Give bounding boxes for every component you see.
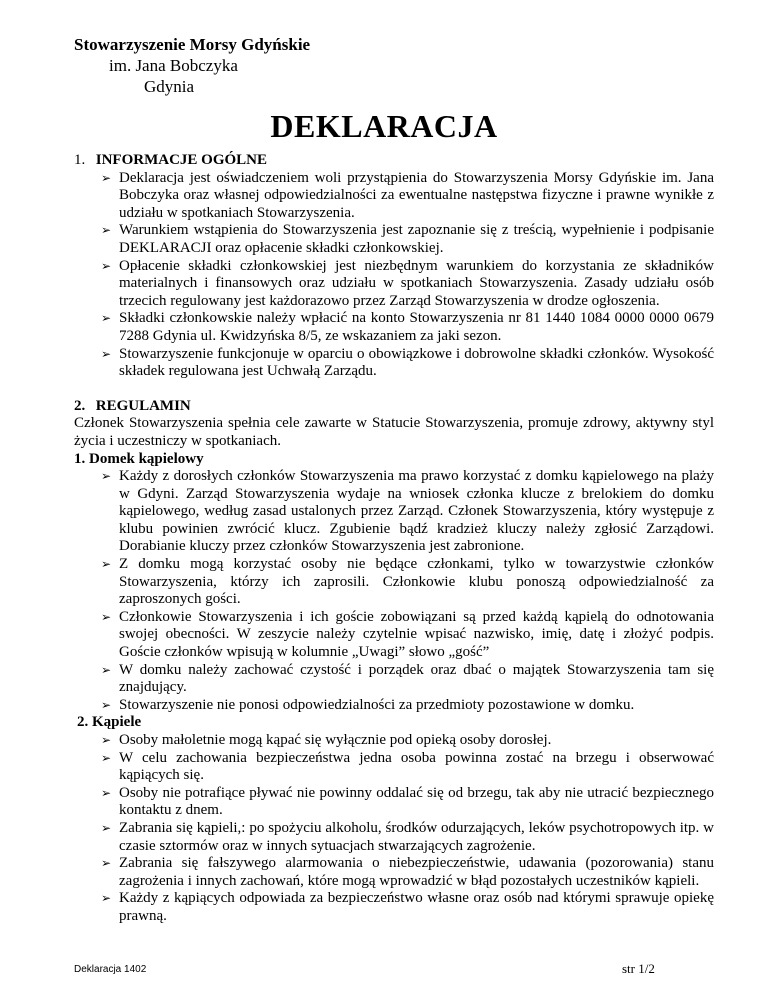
- list-item-text: Każdy z dorosłych członków Stowarzyszenia ma prawo korzystać z domku kąpielowego na plaży w Gdyni. Zarząd Stowarzyszenia wydaje na wniosek członka klucze z brelokiem do domku kąpielowego, według zasad ustalonych przez Zarząd. Członek Stowarzyszenia, który występuje z klubu powinien zwrócić klucz. Zgubienie bądź kradzież kluczy należy zgłosić Zarządowi. Dorabianie kluczy przez członków Stowarzyszenia jest zabronione.: [119, 468, 714, 555]
- list-item: [74, 170, 714, 223]
- arrow-bullet-icon: ➢: [101, 609, 112, 624]
- list-item-text: Osoby małoletnie mogą kąpać się wyłącznie pod opieką osoby dorosłej.: [119, 732, 552, 748]
- subsection-1-heading: 1. Domek kąpielowy: [74, 450, 204, 467]
- arrow-bullet-icon: ➢: [101, 258, 112, 273]
- footer-document-id: Deklaracja 1402: [74, 964, 147, 975]
- list-item-text: Każdy z kąpiących odpowiada za bezpieczeństwo własne oraz osób nad którymi sprawuje opiekę prawną.: [119, 890, 714, 924]
- arrow-bullet-icon: ➢: [101, 733, 112, 747]
- list-item: [74, 750, 714, 785]
- list-item: [74, 785, 714, 820]
- arrow-bullet-icon: ➢: [101, 697, 112, 712]
- arrow-bullet-icon: ➢: [101, 820, 112, 835]
- list-item-text: Składki członkowskie należy wpłacić na konto Stowarzyszenia nr 81 1440 1084 0000 0000 0679 7288 Gdynia ul. Kwidzyńska 8/5, ze wskazaniem za jaki sezon.: [119, 310, 714, 344]
- arrow-bullet-icon: ➢: [101, 469, 112, 484]
- section-1-list: [74, 170, 714, 381]
- arrow-bullet-icon: ➢: [101, 346, 112, 361]
- arrow-bullet-icon: ➢: [101, 311, 112, 326]
- document-title: DEKLARACJA: [270, 108, 498, 144]
- list-item: [74, 609, 714, 662]
- list-item-text: Z domku mogą korzystać osoby nie będące członkami, tylko w towarzystwie członków Stowarzyszenia, którzy ich zaprosili. Członkowie klubu ponoszą odpowiedzialność za zaproszonych gości.: [119, 556, 714, 608]
- list-item: [74, 222, 714, 257]
- list-item: [74, 468, 714, 556]
- list-item-text: Członkowie Stowarzyszenia i ich goście zobowiązani są przed każdą kąpielą do odnotowania swojej obecności. W zeszycie należy czytelnie wpisać nazwisko, imię, datę i złożyć podpis. Goście członków wpisują w kolumnie „Uwagi” słowo „gość”: [119, 608, 714, 661]
- section-2-heading: [74, 398, 714, 416]
- list-item: [74, 556, 714, 609]
- section-2-number: 2.: [74, 397, 86, 414]
- subsection-2-heading: 2. Kąpiele: [77, 714, 142, 731]
- list-item: [74, 310, 714, 345]
- arrow-bullet-icon: ➢: [101, 785, 112, 800]
- arrow-bullet-icon: ➢: [101, 557, 112, 572]
- list-item-text: W celu zachowania bezpieczeństwa jedna osoba powinna zostać na brzegu i obserwować kąpiących się.: [119, 749, 714, 784]
- organization-name: Stowarzyszenie Morsy Gdyńskie: [74, 35, 311, 54]
- list-item: [74, 662, 714, 697]
- organization-patron: im. Jana Bobczyka: [109, 56, 238, 75]
- organization-city: Gdynia: [144, 77, 195, 96]
- arrow-bullet-icon: ➢: [101, 223, 112, 238]
- list-item-text: Opłacenie składki członkowskiej jest niezbędnym warunkiem do korzystania ze składników materialnych i finansowych oraz udziału w spotkaniach Stowarzyszenia. Zasady udziału osób trzecich regulowany jest każdorazowo przez Zarząd Stowarzyszenia w drodze ogłoszenia.: [119, 257, 714, 309]
- list-item-text: Stowarzyszenie nie ponosi odpowiedzialności za przedmioty pozostawione w domku.: [119, 696, 635, 713]
- arrow-bullet-icon: ➢: [101, 170, 112, 185]
- list-item: [74, 732, 714, 750]
- organization-header: [74, 34, 310, 97]
- section-2-title: REGULAMIN: [95, 397, 191, 414]
- list-item-text: W domku należy zachować czystość i porządek oraz dbać o majątek Stowarzyszenia tam się znajdujący.: [119, 661, 714, 696]
- arrow-bullet-icon: ➢: [101, 750, 112, 765]
- list-item-text: Zabrania się kąpieli,: po spożyciu alkoholu, środków odurzających, leków psychotropowych itp. w czasie sztormów oraz w innych sytuacjach stwarzających zagrożenie.: [119, 819, 714, 854]
- list-item: [74, 258, 714, 311]
- list-item-text: Zabrania się fałszywego alarmowania o niebezpieczeństwie, udawania (pozorowania) stanu zagrożenia i innych zachowań, które mogą wprowadzić w błąd pozostałych uczestników kąpieli.: [119, 855, 714, 889]
- list-item: [74, 697, 714, 715]
- section-1-number: 1.: [74, 152, 86, 168]
- list-item-text: Stowarzyszenie funkcjonuje w oparciu o obowiązkowe i dobrowolne składki członków. Wysokość składek regulowana jest Uchwałą Zarządu.: [119, 345, 714, 380]
- arrow-bullet-icon: ➢: [101, 662, 112, 677]
- section-1-title: INFORMACJE OGÓLNE: [95, 152, 268, 168]
- document-body: [74, 152, 714, 926]
- arrow-bullet-icon: ➢: [101, 891, 112, 906]
- list-item-text: Osoby nie potrafiące pływać nie powinny oddalać się od brzegu, tak aby nie utracić bezpiecznego kontaktu z dnem.: [119, 784, 714, 819]
- list-item: [74, 855, 714, 890]
- subsection-1-list: [74, 468, 714, 714]
- footer-page-number: str 1/2: [622, 961, 655, 976]
- subsection-2-list: [74, 732, 714, 926]
- section-1-heading: [74, 152, 714, 170]
- section-2-intro: Członek Stowarzyszenia spełnia cele zawarte w Statucie Stowarzyszenia, promuje zdrowy, aktywny styl życia i uczestniczy w spotkaniach.: [74, 415, 714, 449]
- list-item: [74, 890, 714, 925]
- list-item-text: Warunkiem wstąpienia do Stowarzyszenia jest zapoznanie się z treścią, wypełnienie i podpisanie DEKLARACJI oraz opłacenie składki członkowskiej.: [119, 222, 714, 256]
- list-item: [74, 346, 714, 381]
- list-item-text: Deklaracja jest oświadczeniem woli przystąpienia do Stowarzyszenia Morsy Gdyńskie im. Jana Bobczyka oraz własnej odpowiedzialności za ewentualne następstwa fizyczne i prawne wynikłe z udziału w spotkaniach Stowarzyszenia.: [119, 169, 714, 221]
- list-item: [74, 820, 714, 855]
- arrow-bullet-icon: ➢: [101, 856, 112, 871]
